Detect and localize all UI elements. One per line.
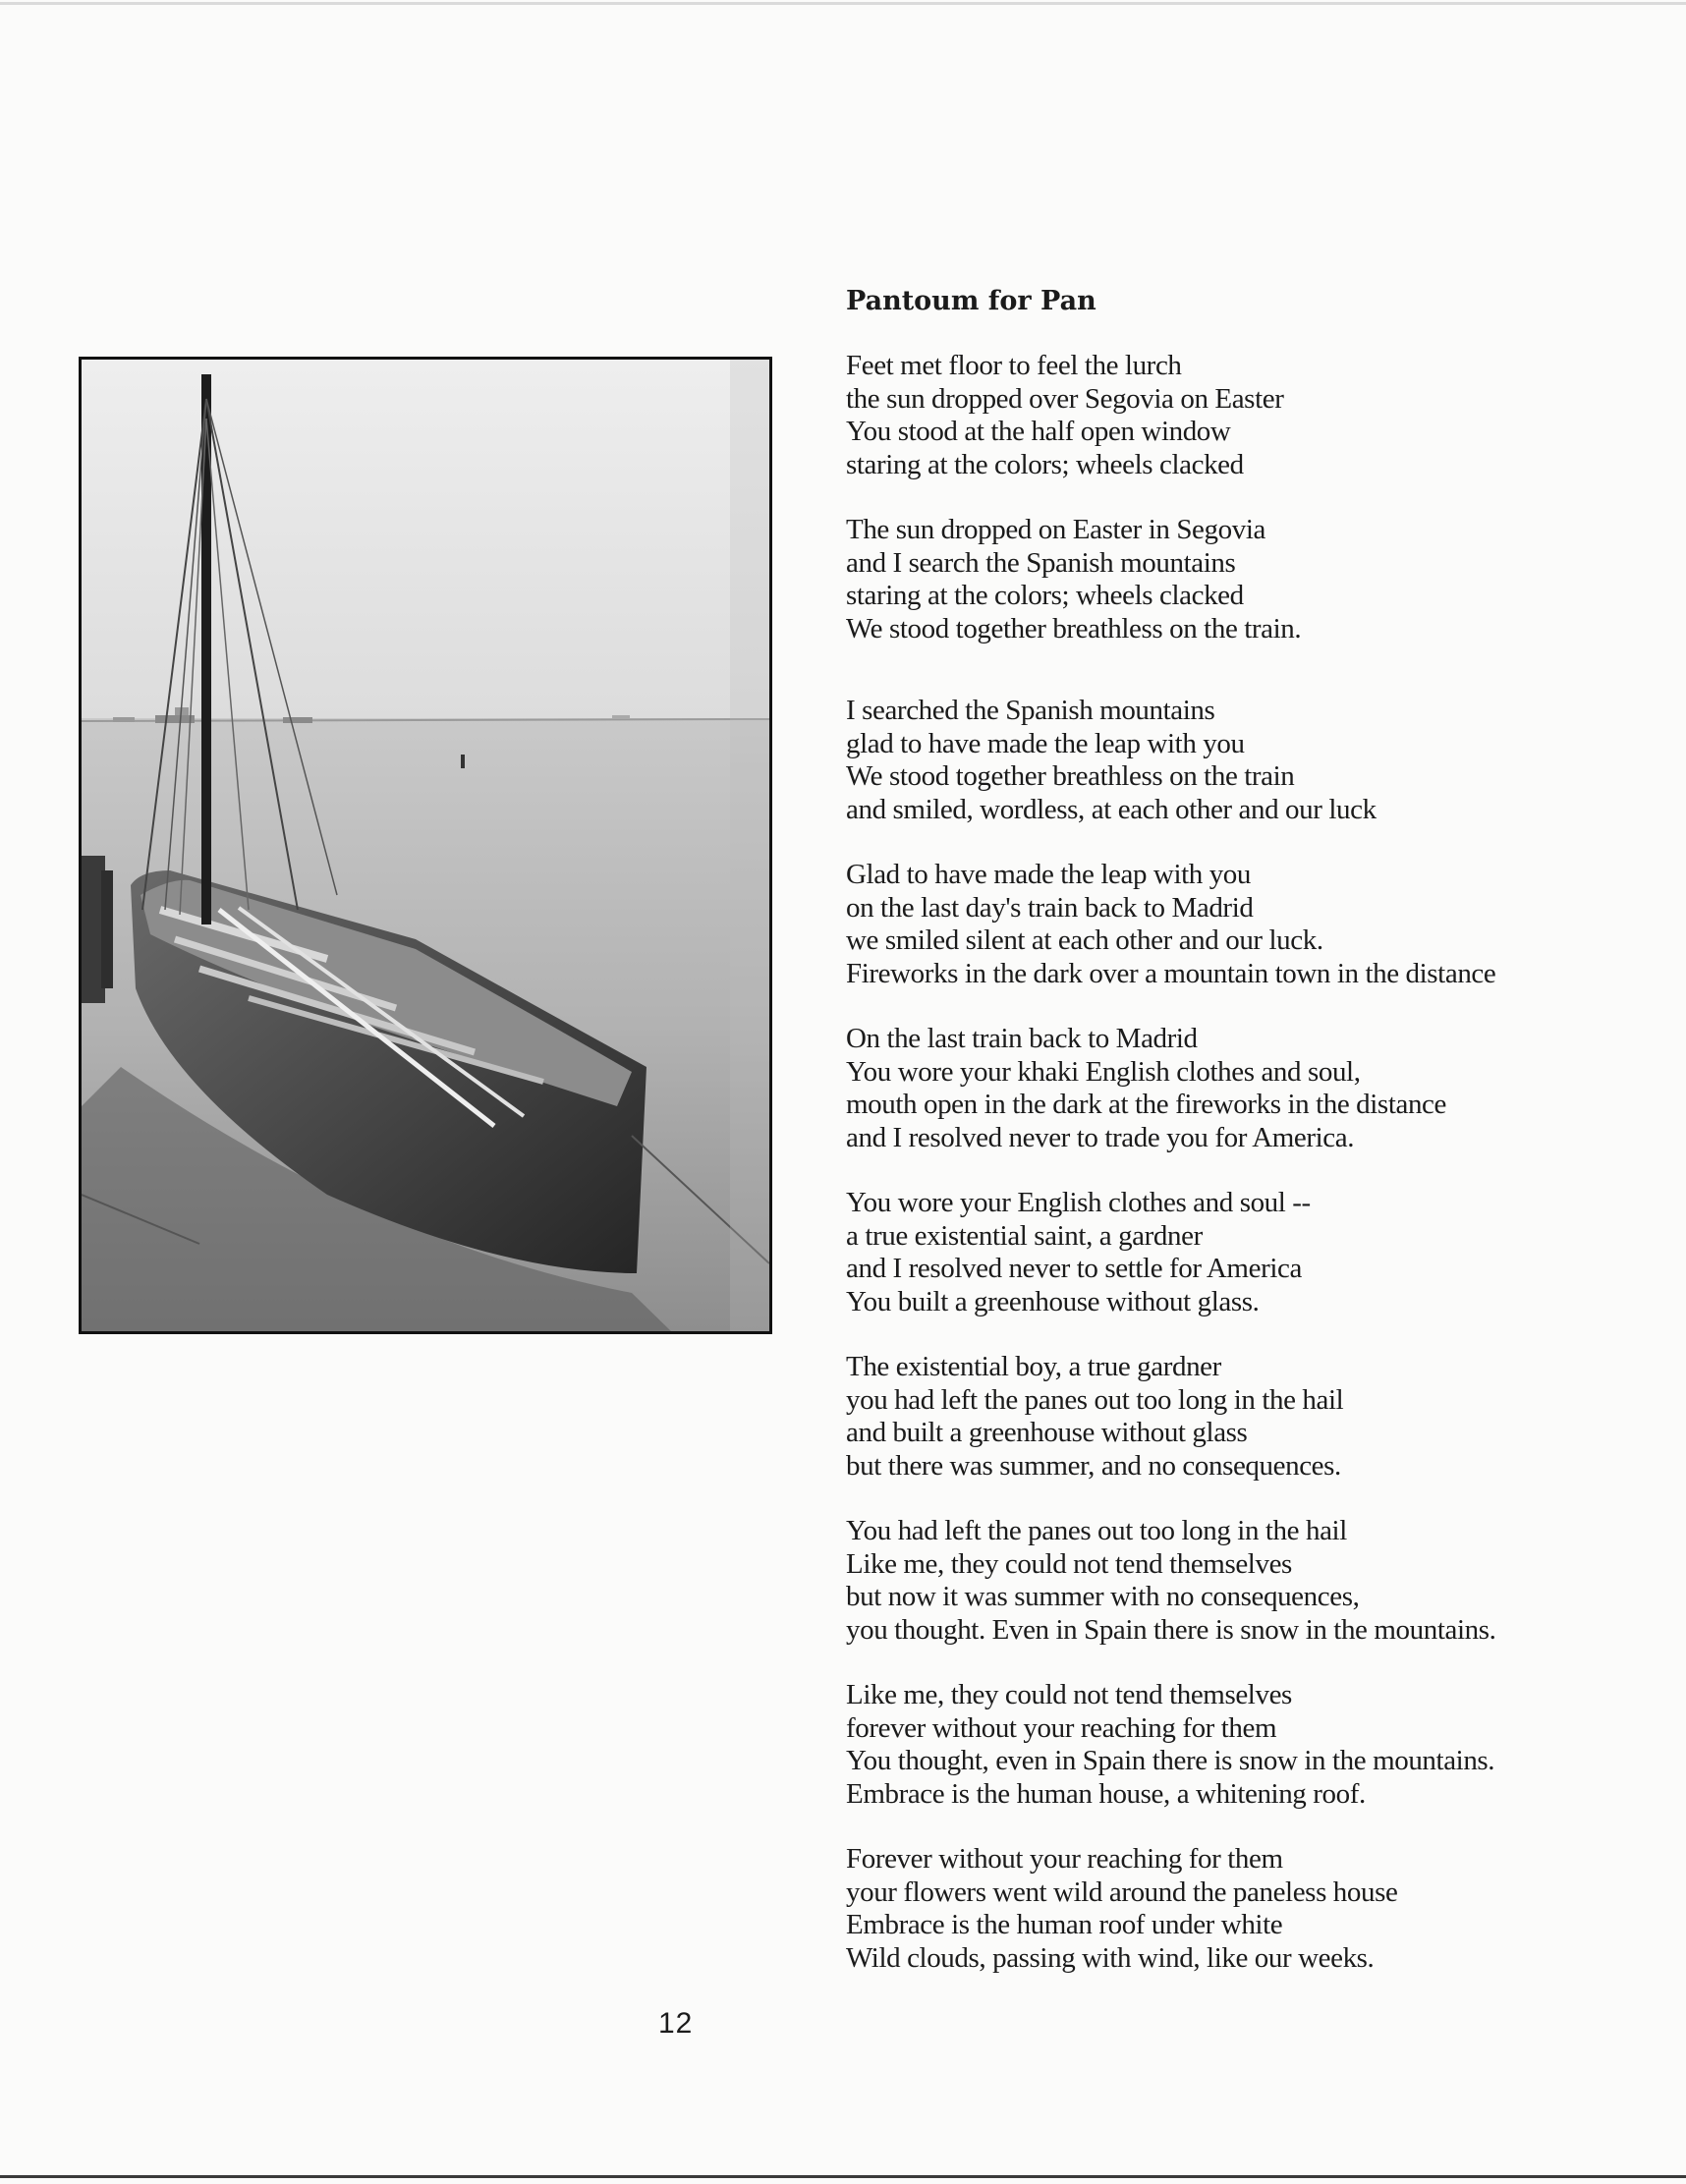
poem-line: Fireworks in the dark over a mountain town in the distance — [846, 957, 1496, 989]
poem-line: Wild clouds, passing with wind, like our weeks. — [846, 1941, 1375, 1974]
stanza-2 — [846, 514, 1671, 645]
stanza-4 — [846, 859, 1671, 990]
poem-line: We stood together breathless on the train — [846, 760, 1295, 792]
poem-line: Feet met floor to feel the lurch — [846, 350, 1182, 381]
poem-line: The existential boy, a true gardner — [846, 1351, 1221, 1382]
poem-line: I searched the Spanish mountains — [846, 695, 1215, 726]
poem-line: On the last train back to Madrid — [846, 1023, 1198, 1054]
stanza-6 — [846, 1187, 1671, 1318]
poem-title: Pantoum for Pan — [846, 286, 1096, 316]
poem-line: and I search the Spanish mountains — [846, 546, 1236, 579]
poem-line: Embrace is the human roof under white — [846, 1909, 1283, 1940]
poem-line: You wore your English clothes and soul -- — [846, 1187, 1311, 1218]
stanza-1 — [846, 350, 1671, 481]
stanza-9 — [846, 1679, 1671, 1811]
stanza-7 — [846, 1351, 1671, 1483]
poem-line: mouth open in the dark at the fireworks in the distance — [846, 1089, 1446, 1120]
poem-line: you thought. Even in Spain there is snow in the mountains. — [846, 1613, 1496, 1646]
poem-line: You built a greenhouse without glass. — [846, 1285, 1260, 1317]
stanza-5 — [846, 1023, 1671, 1154]
bottom-edge-rule — [0, 2175, 1686, 2178]
poem-line: but there was summer, and no consequences. — [846, 1449, 1341, 1482]
poem-line: You had left the panes out too long in the hail — [846, 1515, 1347, 1546]
poem-line: Like me, they could not tend themselves — [846, 1547, 1292, 1580]
sailboat-photo — [79, 357, 772, 1334]
poem-line: and I resolved never to trade you for America. — [846, 1121, 1355, 1153]
top-edge-rule — [0, 2, 1686, 5]
poem-line: Glad to have made the leap with you — [846, 859, 1252, 890]
poem-line: We stood together breathless on the train. — [846, 612, 1302, 644]
poem-line: forever without your reaching for them — [846, 1711, 1277, 1744]
sailboat-photo-image — [82, 360, 769, 1331]
poem-line: your flowers went wild around the paneless house — [846, 1876, 1398, 1908]
poem-line: a true existential saint, a gardner — [846, 1219, 1203, 1252]
poem-line: glad to have made the leap with you — [846, 727, 1245, 759]
poem-line: Embrace is the human house, a whitening roof. — [846, 1777, 1366, 1810]
poem-line: You thought, even in Spain there is snow in the mountains. — [846, 1745, 1495, 1776]
poem-line: the sun dropped over Segovia on Easter — [846, 382, 1284, 415]
poem-line: but now it was summer with no consequences, — [846, 1581, 1360, 1612]
poem-line: and I resolved never to settle for America — [846, 1253, 1302, 1284]
poem-line: You stood at the half open window — [846, 416, 1231, 447]
poem-line: You wore your khaki English clothes and soul, — [846, 1055, 1361, 1088]
poem — [846, 285, 1671, 2007]
poem-line: staring at the colors; wheels clacked — [846, 580, 1244, 611]
poem-line: Forever without your reaching for them — [846, 1843, 1283, 1875]
stanza-8 — [846, 1515, 1671, 1647]
poem-line: staring at the colors; wheels clacked — [846, 448, 1244, 480]
page-number: 12 — [658, 2007, 694, 2040]
poem-line: Like me, they could not tend themselves — [846, 1679, 1292, 1710]
stanza-3 — [846, 695, 1671, 826]
poem-line: and smiled, wordless, at each other and our luck — [846, 793, 1377, 825]
poem-line: you had left the panes out too long in the hail — [846, 1383, 1344, 1416]
stanza-10 — [846, 1843, 1671, 1975]
poem-line: on the last day's train back to Madrid — [846, 891, 1254, 924]
poem-line: we smiled silent at each other and our luck. — [846, 924, 1323, 956]
poem-line: and built a greenhouse without glass — [846, 1417, 1248, 1448]
poem-line: The sun dropped on Easter in Segovia — [846, 514, 1265, 545]
